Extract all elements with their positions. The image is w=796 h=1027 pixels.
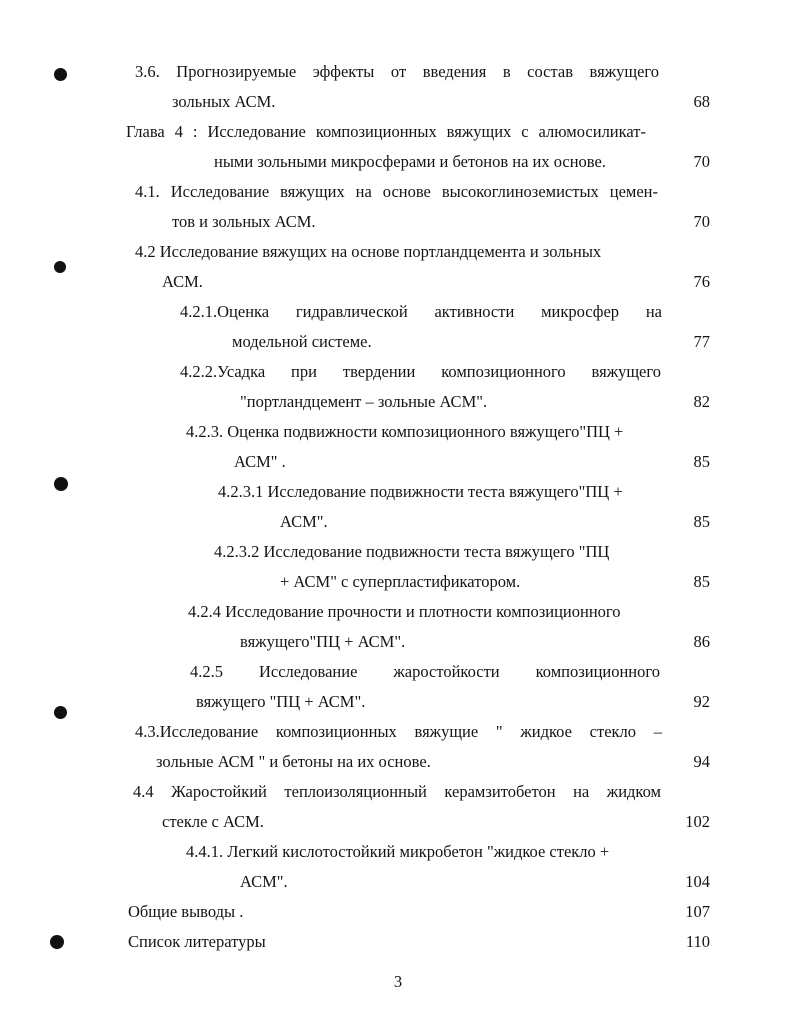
toc-page-number: 70	[693, 212, 710, 231]
toc-entry-line: ными зольными микросферами и бетонов на их основе.	[214, 152, 606, 171]
toc-entry-line: модельной системе.	[232, 332, 372, 351]
binding-hole-mark	[54, 706, 67, 719]
toc-page-number: 107	[685, 902, 710, 921]
toc-entry-line: вяжущего"ПЦ + АСМ".	[240, 632, 406, 651]
toc-entry-line: 4.2.3.1 Исследование подвижности теста вяжущего"ПЦ +	[218, 482, 623, 501]
toc-entry-line: зольные АСМ " и бетоны на их основе.	[156, 752, 431, 771]
toc-page-number: 77	[693, 332, 710, 351]
toc-entry-line: АСМ" .	[234, 452, 286, 471]
toc-entry-line: тов и зольных АСМ.	[172, 212, 316, 231]
toc-entry-line: Список литературы	[128, 932, 266, 951]
binding-hole-mark	[54, 68, 67, 81]
toc-entry-line: Общие выводы .	[128, 902, 244, 921]
toc-page-number: 76	[693, 272, 710, 291]
toc-entry-line: 4.2.1.Оценка гидравлической активности микросфер на	[180, 302, 662, 321]
toc-page-number: 92	[693, 692, 710, 711]
page-number: 3	[393, 972, 403, 991]
binding-hole-mark	[54, 477, 68, 491]
toc-entry-line: 4.1. Исследование вяжущих на основе высокоглиноземистых цемен-	[135, 182, 658, 201]
binding-hole-mark	[54, 261, 66, 273]
toc-entry-line: 4.3.Исследование композиционных вяжущие " жидкое стекло –	[135, 722, 662, 741]
toc-page-number: 85	[693, 512, 710, 531]
toc-page-number: 110	[685, 932, 710, 951]
toc-entry-line: "портландцемент – зольные АСМ".	[240, 392, 488, 411]
toc-page-number: 70	[693, 152, 710, 171]
toc-page-number: 85	[693, 452, 710, 471]
toc-entry-line: стекле с АСМ.	[162, 812, 264, 831]
toc-entry-line: 4.2.2.Усадка при твердении композиционного вяжущего	[180, 362, 661, 381]
toc-entry-line: 4.2.3. Оценка подвижности композиционного вяжущего"ПЦ +	[186, 422, 624, 441]
toc-page-number: 94	[693, 752, 710, 771]
toc-page-number: 85	[693, 572, 710, 591]
toc-entry-line: АСМ.	[162, 272, 203, 291]
toc-page-number: 102	[685, 812, 710, 831]
toc-page-number: 104	[685, 872, 710, 891]
toc-page-number: 82	[693, 392, 710, 411]
toc-entry-line: 4.2.4 Исследование прочности и плотности композиционного	[188, 602, 621, 621]
binding-hole-mark	[50, 935, 64, 949]
toc-entry-line: вяжущего "ПЦ + АСМ".	[196, 692, 366, 711]
toc-entry-line: 3.6. Прогнозируемые эффекты от введения в состав вяжущего	[135, 62, 659, 81]
toc-entry-line: 4.2 Исследование вяжущих на основе портландцемента и зольных	[135, 242, 602, 261]
toc-entry-line: 4.4 Жаростойкий теплоизоляционный керамзитобетон на жидком	[133, 782, 661, 801]
toc-entry-line: 4.2.5 Исследование жаростойкости композиционного	[190, 662, 660, 681]
toc-page-number: 86	[693, 632, 710, 651]
toc-entry-line: + АСМ" с суперпластификатором.	[280, 572, 521, 591]
toc-page-number: 68	[693, 92, 710, 111]
toc-entry-line: 4.4.1. Легкий кислотостойкий микробетон "жидкое стекло +	[186, 842, 610, 861]
toc-entry-line: Глава 4 : Исследование композиционных вяжущих с алюмосиликат-	[126, 122, 646, 141]
toc-entry-line: АСМ".	[280, 512, 328, 531]
toc-entry-line: зольных АСМ.	[172, 92, 276, 111]
toc-entry-line: 4.2.3.2 Исследование подвижности теста вяжущего "ПЦ	[214, 542, 610, 561]
toc-entry-line: АСМ".	[240, 872, 288, 891]
